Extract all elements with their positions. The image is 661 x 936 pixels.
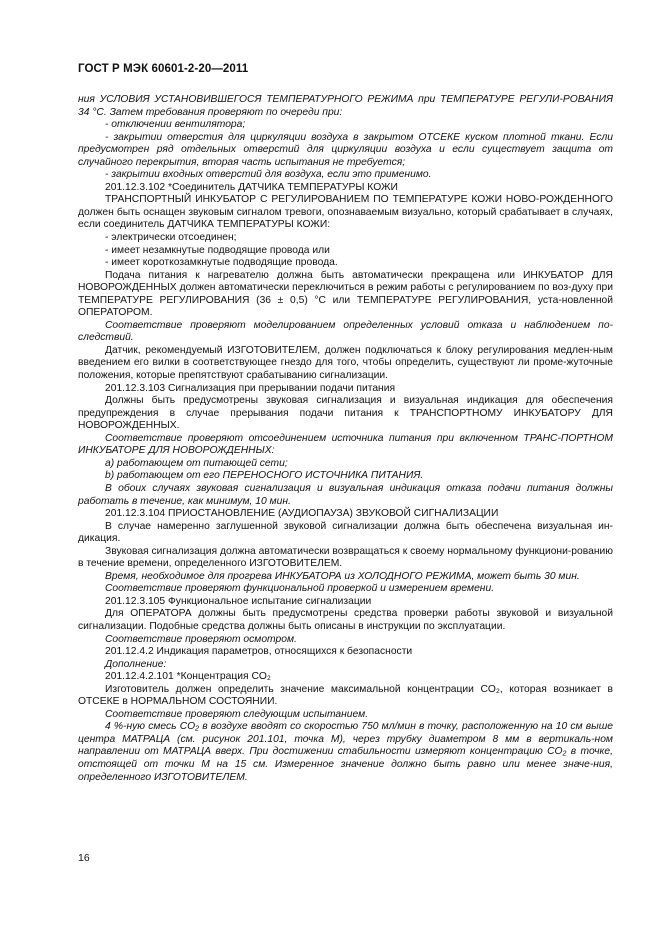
paragraph: ТРАНСПОРТНЫЙ ИНКУБАТОР С РЕГУЛИРОВАНИЕМ ПО ТЕМПЕРАТУРЕ КОЖИ НОВО-РОЖДЕННОГО должен быть оснащен звуковым сигналом тревоги, опознаваемым визуально, который срабатывает в случаях, если соединитель ДАТЧИКА ТЕМПЕРАТУРЫ КОЖИ: — [78, 194, 613, 231]
document-body — [78, 94, 613, 784]
paragraph: Должны быть предусмотрены звуковая сигнализация и визуальная индикация для обеспечения предупреждения в случае прерывания подачи питания к ТРАНСПОРТНОМУ ИНКУБАТОРУ ДЛЯ НОВОРОЖДЕННЫХ. — [78, 395, 613, 432]
paragraph: Соответствие проверяют осмотром. — [105, 633, 297, 645]
paragraph: В случае намеренно заглушенной звуковой сигнализации должна быть обеспечена визуальная ин-дикация. — [78, 520, 613, 545]
paragraph: 201.12.4.2 Индикация параметров, относящихся к безопасности — [105, 646, 413, 658]
paragraph: Датчик, рекомендуемый ИЗГОТОВИТЕЛЕМ, должен подключаться к блоку регулирования медлен-ным введением его вилки в соответствующее гнездо для того, чтобы определить, существуют ли проме-жуточные положения, которые препятствуют срабатыванию сигнализации. — [78, 344, 613, 382]
paragraph: 201.12.3.104 ПРИОСТАНОВЛЕНИЕ (АУДИОПАУЗА) ЗВУКОВОЙ СИГНАЛИЗАЦИИ — [105, 508, 499, 520]
paragraph: Для ОПЕРАТОРА должны быть предусмотрены средства проверки работы звуковой и визуальной сигнализации. Подобные средства должны быть описаны в инструкции по эксплуатации. — [78, 608, 613, 632]
paragraph: 4 %-ную смесь CO₂ в воздухе вводят со скоростью 750 мл/мин в точку, расположенную на 10 см выше центра МАТРАЦА (см. рисунок 201.101, точка М), через трубку диаметром 8 мм в вертикаль-ном направлении от МАТРАЦА вверх. При достижении стабильности измеряют концентрацию CO₂ в точке, отстоящей от точки М на 15 см. Измеренное значение должно быть равно или менее значе-ния, определенного ИЗГОТОВИТЕЛЕМ. — [78, 721, 613, 783]
paragraph: ния УСЛОВИЯ УСТАНОВИВШЕГОСЯ ТЕМПЕРАТУРНОГО РЕЖИМА при ТЕМПЕРАТУРЕ РЕГУЛИ-РОВАНИЯ 34 °С. Затем требования проверяют по очереди при: — [78, 94, 613, 118]
paragraph: - закрытии отверстия для циркуляции воздуха в закрытом ОТСЕКЕ куском плотной ткани. Если предусмотрен ряд отдельных отверстий для циркуляции воздуха и если существует защита от случайного перекрытия, вторая часть испытания не требуется; — [78, 131, 613, 168]
paragraph: a) работающем от питающей сети; — [105, 457, 288, 469]
paragraph: - электрически отсоединен; — [105, 232, 237, 244]
paragraph: Соответствие проверяют отсоединением источника питания при включенном ТРАНС-ПОРТНОМ ИНКУБАТОРЕ ДЛЯ НОВОРОЖДЕННЫХ: — [78, 432, 613, 457]
paragraph: - имеет незамкнутые подводящие провода или — [105, 244, 330, 256]
paragraph: Время, необходимое для прогрева ИНКУБАТОРА из ХОЛОДНОГО РЕЖИМА, может быть 30 мин. — [105, 570, 580, 582]
page-number: 16 — [78, 852, 90, 864]
paragraph: Звуковая сигнализация должна автоматически возвращаться к своему нормальному функциони-рованию в течение времени, определенного ИЗГОТОВИТЕЛЕМ. — [78, 545, 613, 570]
paragraph: Подача питания к нагревателю должна быть автоматически прекращена или ИНКУБАТОР ДЛЯ НОВОРОЖДЕННЫХ должен автоматически переключиться в режим работы с регулированием по воз-духу при ТЕМПЕРАТУРЕ РЕГУЛИРОВАНИЯ (36 ± 0,5) °С или ТЕМПЕРАТУРЕ РЕГУЛИРОВАНИЯ, уста-новленной ОПЕРАТОРОМ. — [78, 269, 613, 319]
paragraph: Соответствие проверяют следующим испытанием. — [105, 708, 369, 720]
paragraph: В обоих случаях звуковая сигнализация и визуальная индикация отказа подачи питания должны работать в течение, как минимум, 10 мин. — [78, 482, 613, 507]
paragraph: Изготовитель должен определить значение максимальной концентрации CO₂, которая возникает в ОТСЕКЕ в НОРМАЛЬНОМ СОСТОЯНИИ. — [78, 683, 613, 708]
paragraph: - отключении вентилятора; — [105, 119, 246, 131]
paragraph: 201.12.3.102 *Соединитель ДАТЧИКА ТЕМПЕРАТУРЫ КОЖИ — [105, 181, 398, 193]
paragraph: Соответствие проверяют функциональной проверкой и измерением времени. — [105, 583, 495, 595]
document-header: ГОСТ Р МЭК 60601-2-20—2011 — [78, 63, 249, 75]
paragraph: - закрытии входных отверстий для воздуха, если это применимо. — [105, 169, 432, 181]
paragraph: - имеет короткозамкнутые подводящие провода. — [105, 257, 338, 269]
paragraph: 201.12.4.2.101 *Концентрация CO₂ — [105, 671, 271, 683]
paragraph: Соответствие проверяют моделированием определенных условий отказа и наблюдением по-следствий. — [78, 319, 613, 344]
paragraph: Дополнение: — [105, 658, 167, 670]
paragraph: 201.12.3.103 Сигнализация при прерывании подачи питания — [105, 382, 396, 394]
paragraph: b) работающем от его ПЕРЕНОСНОГО ИСТОЧНИКА ПИТАНИЯ. — [105, 470, 424, 482]
paragraph: 201.12.3.105 Функциональное испытание сигнализации — [105, 595, 372, 607]
